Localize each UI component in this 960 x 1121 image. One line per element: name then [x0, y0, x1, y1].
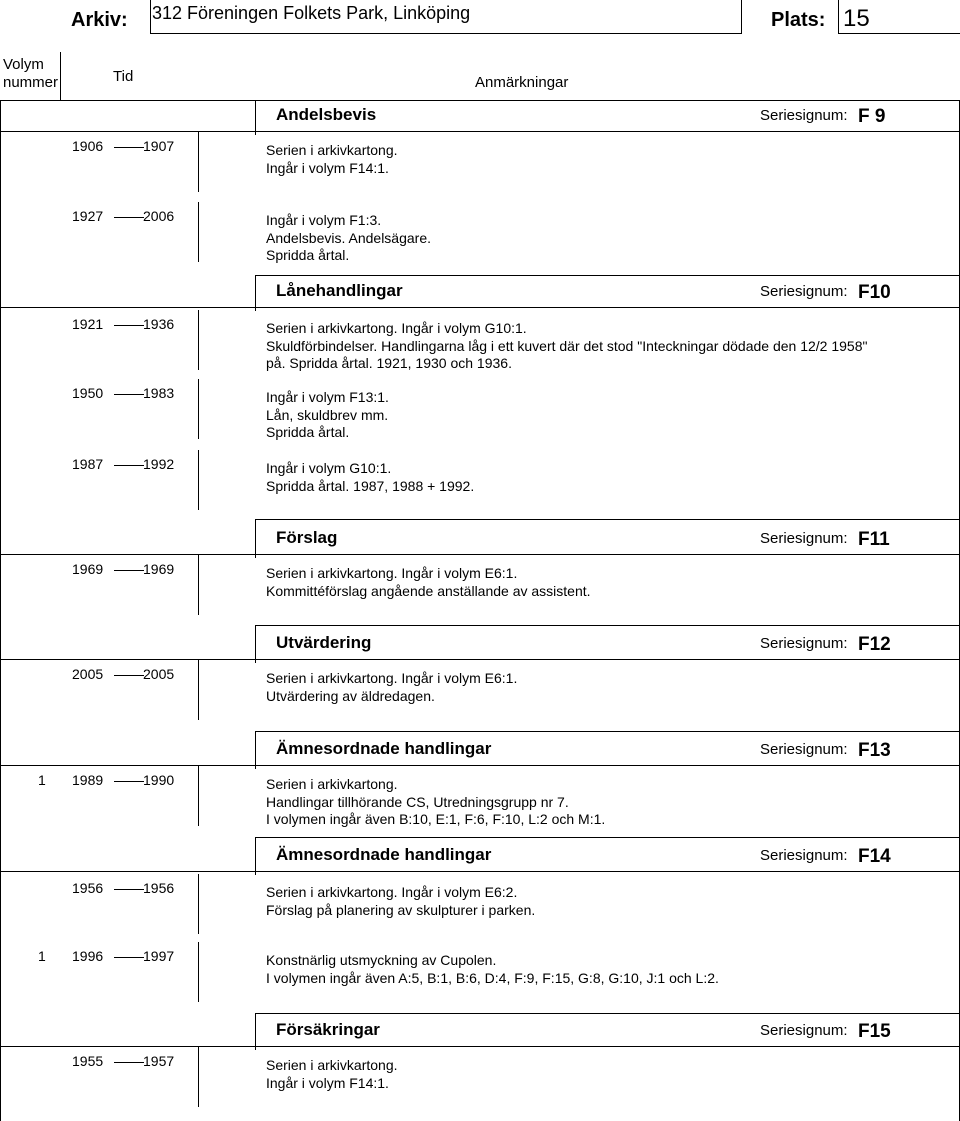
section-title: Ämnesordnade handlingar — [276, 845, 492, 864]
year-to: 1936 — [143, 316, 175, 332]
seriesignum-value: F13 — [858, 740, 891, 761]
seriesignum-value: F11 — [858, 529, 890, 550]
entry-note-line: Ingår i volym G10:1. — [266, 460, 392, 476]
entry-tick — [198, 1047, 199, 1107]
year-from: 1921 — [72, 316, 104, 332]
column-header-volym-line2: nummer — [3, 74, 59, 91]
year-to: 1992 — [143, 456, 175, 472]
column-header-volym — [3, 56, 58, 92]
section-title-rule — [0, 131, 960, 132]
year-dash — [114, 889, 144, 890]
seriesignum-value: F10 — [858, 282, 891, 303]
volume-number: 1 — [38, 948, 46, 964]
section-rule — [255, 837, 960, 838]
seriesignum-label: Seriesignum: — [760, 283, 848, 300]
year-to: 1990 — [143, 772, 175, 788]
entry-tick — [198, 874, 199, 934]
section-title: Andelsbevis — [276, 105, 377, 124]
column-header-volym-line1: Volym — [3, 56, 44, 73]
entry-note-line: I volymen ingår även A:5, B:1, B:6, D:4, F:9, F:15, G:8, G:10, J:1 och L:2. — [266, 969, 719, 986]
seriesignum-label: Seriesignum: — [760, 1022, 848, 1039]
section-tick — [255, 625, 256, 663]
year-dash — [114, 675, 144, 676]
seriesignum-label: Seriesignum: — [760, 530, 848, 547]
year-to: 2006 — [143, 208, 175, 224]
plats-value: 15 — [843, 5, 870, 32]
entry-tick — [198, 660, 199, 720]
arkiv-label: Arkiv: — [71, 9, 128, 31]
entry-note-line: Ingår i volym F14:1. — [266, 159, 389, 176]
section-title: Lånehandlingar — [276, 281, 403, 300]
entry-note-line: Konstnärlig utsmyckning av Cupolen. — [266, 952, 497, 968]
seriesignum-label: Seriesignum: — [760, 107, 848, 124]
entry-note-line: på. Spridda årtal. 1921, 1930 och 1936. — [266, 355, 512, 371]
column-header-anmarkningar: Anmärkningar — [475, 74, 569, 91]
entry-note-line: Andelsbevis. Andelsägare. — [266, 229, 431, 246]
year-dash — [114, 325, 144, 326]
entry-tick — [198, 132, 199, 192]
year-from: 1996 — [72, 948, 104, 964]
year-dash — [114, 957, 144, 958]
section-tick — [255, 101, 256, 135]
entry-note-line: Serien i arkivkartong. Ingår i volym E6:2. — [266, 884, 518, 900]
year-to: 1956 — [143, 880, 175, 896]
arkiv-value: 312 Föreningen Folkets Park, Linköping — [152, 3, 471, 23]
entry-note-line: Serien i arkivkartong. Ingår i volym E6:1. — [266, 670, 518, 686]
entry-note-line: Serien i arkivkartong. Ingår i volym G10:1. — [266, 320, 527, 336]
section-tick — [255, 1013, 256, 1050]
section-title-rule — [0, 765, 960, 766]
year-dash — [114, 465, 144, 466]
year-from: 1955 — [72, 1053, 104, 1069]
section-rule — [255, 519, 960, 520]
year-to: 2005 — [143, 666, 175, 682]
section-title-rule — [0, 1046, 960, 1047]
entry-tick — [198, 450, 199, 510]
year-to: 1997 — [143, 948, 175, 964]
section-tick — [255, 837, 256, 875]
column-divider — [60, 52, 61, 100]
entry-tick — [198, 202, 199, 262]
entry-note-line: Spridda årtal. — [266, 247, 350, 263]
year-from: 1950 — [72, 385, 104, 401]
entry-note-line: Skuldförbindelser. Handlingarna låg i ett kuvert där det stod "Inteckningar dödade den 12/2 1958" — [266, 337, 868, 354]
volume-number: 1 — [38, 772, 46, 788]
year-from: 1969 — [72, 561, 104, 577]
entry-note-line: Förslag på planering av skulpturer i parken. — [266, 901, 536, 918]
year-dash — [114, 217, 144, 218]
year-from: 1989 — [72, 772, 104, 788]
year-to: 1907 — [143, 138, 175, 154]
entry-note-line: Serien i arkivkartong. — [266, 1057, 398, 1073]
entry-note-line: Ingår i volym F14:1. — [266, 1074, 389, 1091]
section-rule — [255, 275, 960, 276]
entry-note-line: Handlingar tillhörande CS, Utredningsgrupp nr 7. — [266, 793, 569, 810]
entry-note-line: Lån, skuldbrev mm. — [266, 406, 389, 423]
year-from: 2005 — [72, 666, 104, 682]
entry-note-line: Kommittéförslag angående anställande av assistent. — [266, 582, 591, 599]
section-title-rule — [0, 307, 960, 308]
year-dash — [114, 147, 144, 148]
entry-note-line: Utvärdering av äldredagen. — [266, 687, 435, 704]
entry-tick — [198, 555, 199, 615]
entry-tick — [198, 310, 199, 370]
entry-note-line: Serien i arkivkartong. — [266, 142, 398, 158]
seriesignum-label: Seriesignum: — [760, 847, 848, 864]
year-from: 1906 — [72, 138, 104, 154]
plats-label: Plats: — [771, 9, 826, 31]
section-rule — [255, 731, 960, 732]
year-from: 1927 — [72, 208, 104, 224]
year-dash — [114, 570, 144, 571]
section-title-rule — [0, 871, 960, 872]
section-title: Ämnesordnade handlingar — [276, 739, 492, 758]
section-tick — [255, 519, 256, 558]
year-to: 1957 — [143, 1053, 175, 1069]
seriesignum-value: F 9 — [858, 106, 886, 127]
entry-note-line: Spridda årtal. — [266, 424, 350, 440]
entry-tick — [198, 379, 199, 439]
section-title: Utvärdering — [276, 633, 372, 652]
seriesignum-value: F12 — [858, 634, 891, 655]
year-dash — [114, 781, 144, 782]
section-rule — [255, 625, 960, 626]
entry-tick — [198, 942, 199, 1002]
entry-note-line: I volymen ingår även B:10, E:1, F:6, F:10, L:2 och M:1. — [266, 811, 606, 827]
year-dash — [114, 1062, 144, 1063]
entry-note-line: Serien i arkivkartong. Ingår i volym E6:1. — [266, 565, 518, 581]
seriesignum-label: Seriesignum: — [760, 741, 848, 758]
left-border — [0, 100, 1, 1121]
year-from: 1987 — [72, 456, 104, 472]
entry-tick — [198, 766, 199, 826]
header-bottom-rule — [0, 100, 960, 101]
seriesignum-label: Seriesignum: — [760, 635, 848, 652]
section-title: Försäkringar — [276, 1020, 380, 1039]
year-dash — [114, 394, 144, 395]
section-title: Förslag — [276, 528, 338, 547]
seriesignum-value: F14 — [858, 846, 891, 867]
section-rule — [255, 1013, 960, 1014]
entry-note-line: Spridda årtal. 1987, 1988 + 1992. — [266, 477, 475, 494]
entry-note-line: Serien i arkivkartong. — [266, 776, 398, 792]
column-header-tid: Tid — [113, 68, 134, 85]
year-to: 1969 — [143, 561, 175, 577]
section-tick — [255, 275, 256, 311]
section-tick — [255, 731, 256, 769]
year-from: 1956 — [72, 880, 104, 896]
section-title-rule — [0, 554, 960, 555]
section-title-rule — [0, 659, 960, 660]
year-to: 1983 — [143, 385, 175, 401]
entry-note-line: Ingår i volym F1:3. — [266, 212, 382, 228]
seriesignum-value: F15 — [858, 1021, 891, 1042]
entry-note-line: Ingår i volym F13:1. — [266, 389, 389, 405]
